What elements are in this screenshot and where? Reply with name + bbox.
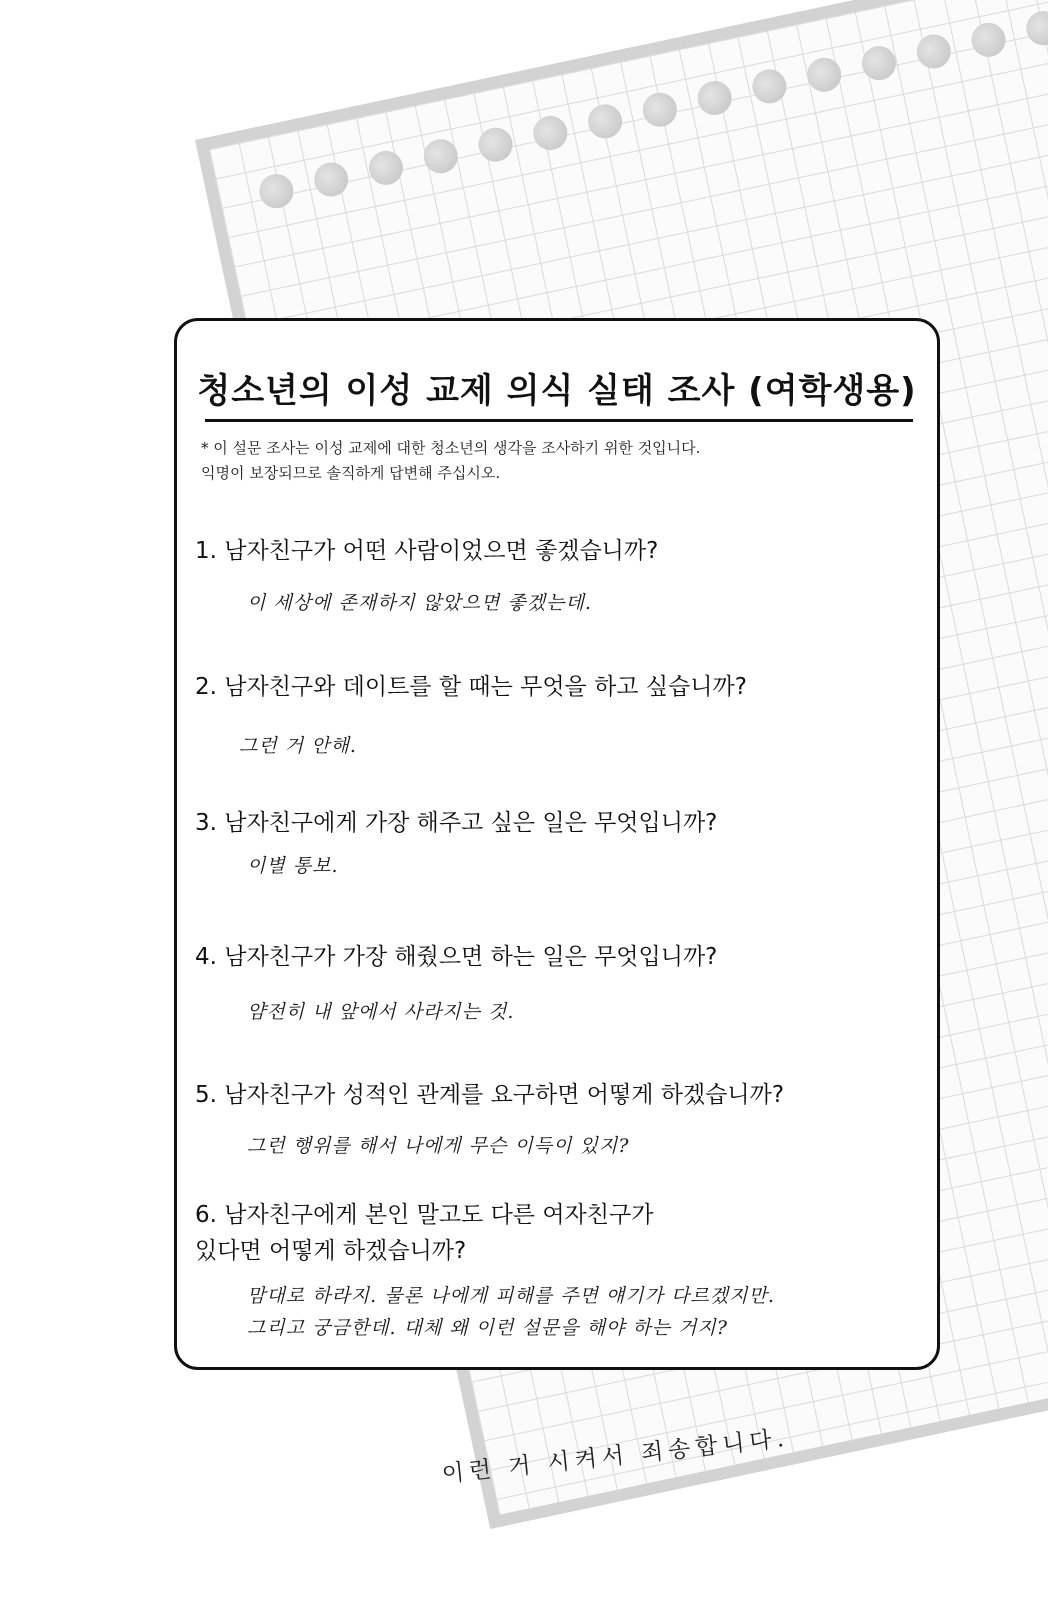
answer-1: 이 세상에 존재하지 않았으면 좋겠는데. <box>247 592 592 614</box>
binder-hole <box>694 78 734 118</box>
binder-hole <box>311 159 351 199</box>
binder-hole <box>421 136 461 176</box>
binder-hole <box>366 148 406 188</box>
footer-handwritten-note: 이런 거 시켜서 죄송합니다. <box>440 1425 791 1488</box>
question-5: 5. 남자친구가 성적인 관계를 요구하면 어떻게 하겠습니까? <box>195 1082 785 1108</box>
question-3: 3. 남자친구에게 가장 해주고 싶은 일은 무엇입니까? <box>195 810 718 836</box>
notice-line: 익명이 보장되므로 솔직하게 답변해 주십시오. <box>201 464 501 482</box>
answer-4: 얌전히 내 앞에서 사라지는 것. <box>247 1001 515 1023</box>
binder-hole <box>859 43 899 83</box>
question-6-line-2: 있다면 어떻게 하겠습니까? <box>195 1238 467 1264</box>
survey-title: 청소년의 이성 교제 의식 실태 조사 (여학생용) <box>197 371 917 411</box>
survey-card <box>174 318 940 1370</box>
notice-line: * 이 설문 조사는 이성 교제에 대한 청소년의 생각을 조사하기 위한 것입니다. <box>201 439 701 457</box>
question-4: 4. 남자친구가 가장 해줬으면 하는 일은 무엇입니까? <box>195 944 718 970</box>
binder-hole <box>749 66 789 106</box>
binder-hole <box>804 55 844 95</box>
binder-hole <box>530 113 570 153</box>
answer-5: 그런 행위를 해서 나에게 무슨 이득이 있지? <box>247 1135 630 1157</box>
title-divider <box>205 419 913 422</box>
binder-hole <box>256 171 296 211</box>
question-1: 1. 남자친구가 어떤 사람이었으면 좋겠습니까? <box>195 538 659 564</box>
binder-hole <box>640 90 680 130</box>
binder-hole <box>475 124 515 164</box>
question-6-line-1: 6. 남자친구에게 본인 말고도 다른 여자친구가 <box>195 1202 654 1228</box>
binder-hole <box>968 20 1008 60</box>
binder-hole <box>1023 8 1048 48</box>
survey-notice <box>201 436 921 486</box>
answer-2: 그런 거 안해. <box>239 735 357 757</box>
answer-6-line-1: 맘대로 하라지. 물론 나에게 피해를 주면 얘기가 다르겠지만. <box>247 1285 775 1307</box>
answer-3: 이별 통보. <box>247 855 339 877</box>
answer-6-line-2: 그리고 궁금한데. 대체 왜 이런 설문을 해야 하는 거지? <box>247 1317 728 1339</box>
question-2: 2. 남자친구와 데이트를 할 때는 무엇을 하고 싶습니까? <box>195 674 747 700</box>
binder-hole <box>914 31 954 71</box>
binder-holes <box>256 8 1048 211</box>
binder-hole <box>585 101 625 141</box>
